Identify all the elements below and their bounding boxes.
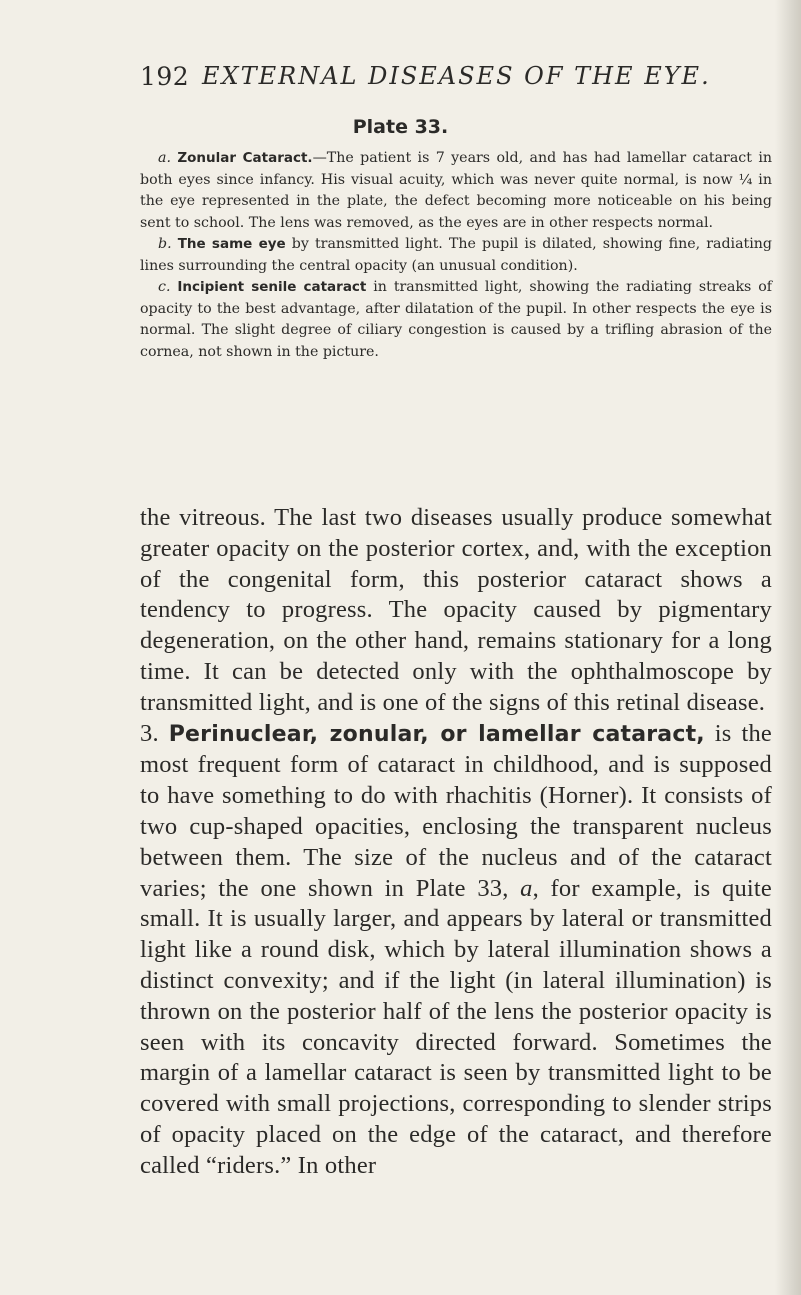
caption-c [140,277,772,363]
paragraph-2-text-b: , for example, is quite small. It is usually larger, and appears by lateral or transmitted light like a round disk, which by lateral illumination shows a distinct convexity; and if the light (in lateral illumination) is thrown on the posterior half of the lens the posterior opacity is seen with its concavity directed forward. Sometimes the margin of a lamellar cataract is seen by transmitted light to be covered with small projections, corresponding to slender strips of opacity placed on the edge of the cataract, and therefore called “riders.” In other [140,874,772,1179]
page-edge-shadow [775,0,801,1295]
caption-a [140,148,772,234]
caption-b [140,234,772,277]
body-text [140,503,772,1182]
caption-a-label: a. [158,150,171,166]
caption-a-text: —The patient is 7 years old, and has had lamellar cataract in both eyes since infancy. His visual acuity, which was never quite normal, is now ¼ in the eye represented in the plate, the defect becoming more noticeable on his being sent to school. The lens was removed, as the eyes are in other respects normal. [140,150,773,231]
paragraph-2-title: Perinuclear, zonular, or lamellar cataract, [168,721,705,747]
plate-captions [140,148,772,363]
paragraph-1: the vitreous. The last two diseases usually produce somewhat greater opacity on the posterior cortex, and, with the exception of the congenital form, this posterior cataract shows a tendency to progress. The opacity caused by pigmentary degeneration, on the other hand, remains stationary for a long time. It can be detected only with the ophthalmoscope by transmitted light, and is one of the signs of this retinal disease. [140,504,772,716]
running-title: EXTERNAL DISEASES OF THE EYE. [202,62,711,90]
paragraph-2-text-a: is the most frequent form of cataract in childhood, and is supposed to have something to do with rhachitis (Horner). It consists of two cup-shaped opacities, enclosing the transparent nucleus between them. The size of the nucleus and of the cataract varies; the one shown in Plate 33, [140,719,772,902]
caption-b-title: The same eye [177,236,286,252]
paragraph-2-italic: a [520,874,533,902]
page-number: 192 [140,62,190,91]
paragraph-2-number: 3. [140,719,159,747]
caption-c-label: c. [158,279,171,295]
caption-b-text: by transmitted light. The pupil is dilated, showing fine, radiating lines surrounding the central opacity (an unusual condition). [140,236,773,274]
plate-title: Plate 33. [352,116,449,138]
caption-c-title: Incipient senile cataract [177,279,367,295]
paragraph-2 [140,719,772,1182]
caption-b-label: b. [158,236,172,252]
caption-c-text: in transmitted light, showing the radiating streaks of opacity to the best advantage, after dilatation of the pupil. In other respects the eye is normal. The slight degree of ciliary congestion is caused by a trifling abrasion of the cornea, not shown in the picture. [140,279,772,360]
caption-a-title: Zonular Cataract. [177,150,313,166]
